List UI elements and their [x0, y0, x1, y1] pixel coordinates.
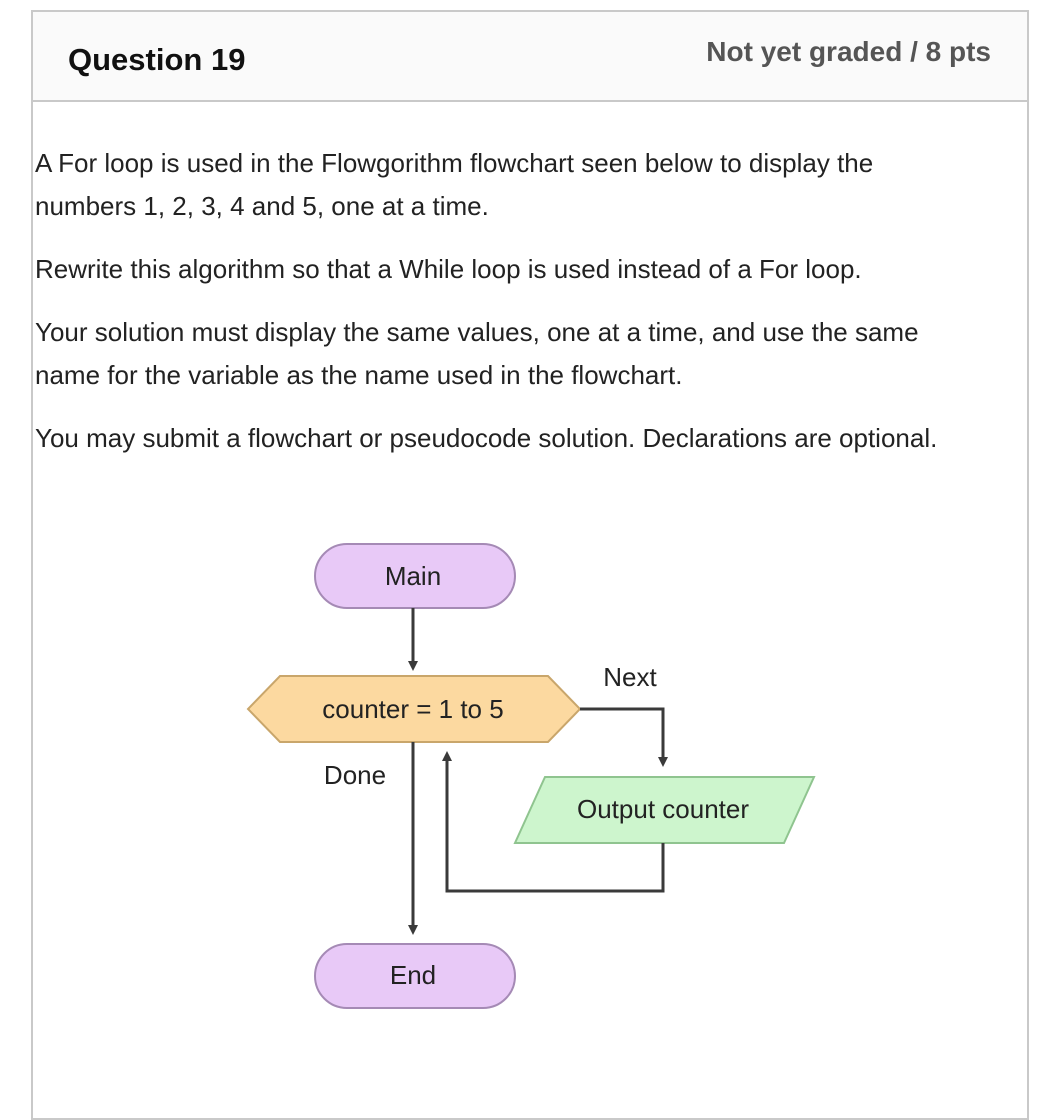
question-paragraph: Rewrite this algorithm so that a While loop is used instead of a For loop.: [35, 254, 862, 284]
question-title: Question 19: [68, 42, 246, 77]
question-paragraph: A For loop is used in the Flowgorithm flowchart seen below to display the numbers 1, 2, 3, 4 and 5, one at a time.: [35, 148, 874, 221]
for-loop-label: counter = 1 to 5: [322, 694, 504, 724]
output-label: Output counter: [577, 794, 749, 824]
next-label: Next: [603, 662, 657, 692]
question-paragraph: Your solution must display the same values, one at a time, and use the same name for the variable as the name used in the flowchart.: [35, 317, 919, 390]
done-label: Done: [323, 760, 387, 790]
grade-status: Not yet graded / 8 pts: [706, 36, 991, 67]
question-paragraph: You may submit a flowchart or pseudocode solution. Declarations are optional.: [35, 423, 938, 453]
flow-arrow-next: [580, 709, 663, 762]
main-label: Main: [384, 561, 442, 591]
end-label: End: [389, 960, 437, 990]
